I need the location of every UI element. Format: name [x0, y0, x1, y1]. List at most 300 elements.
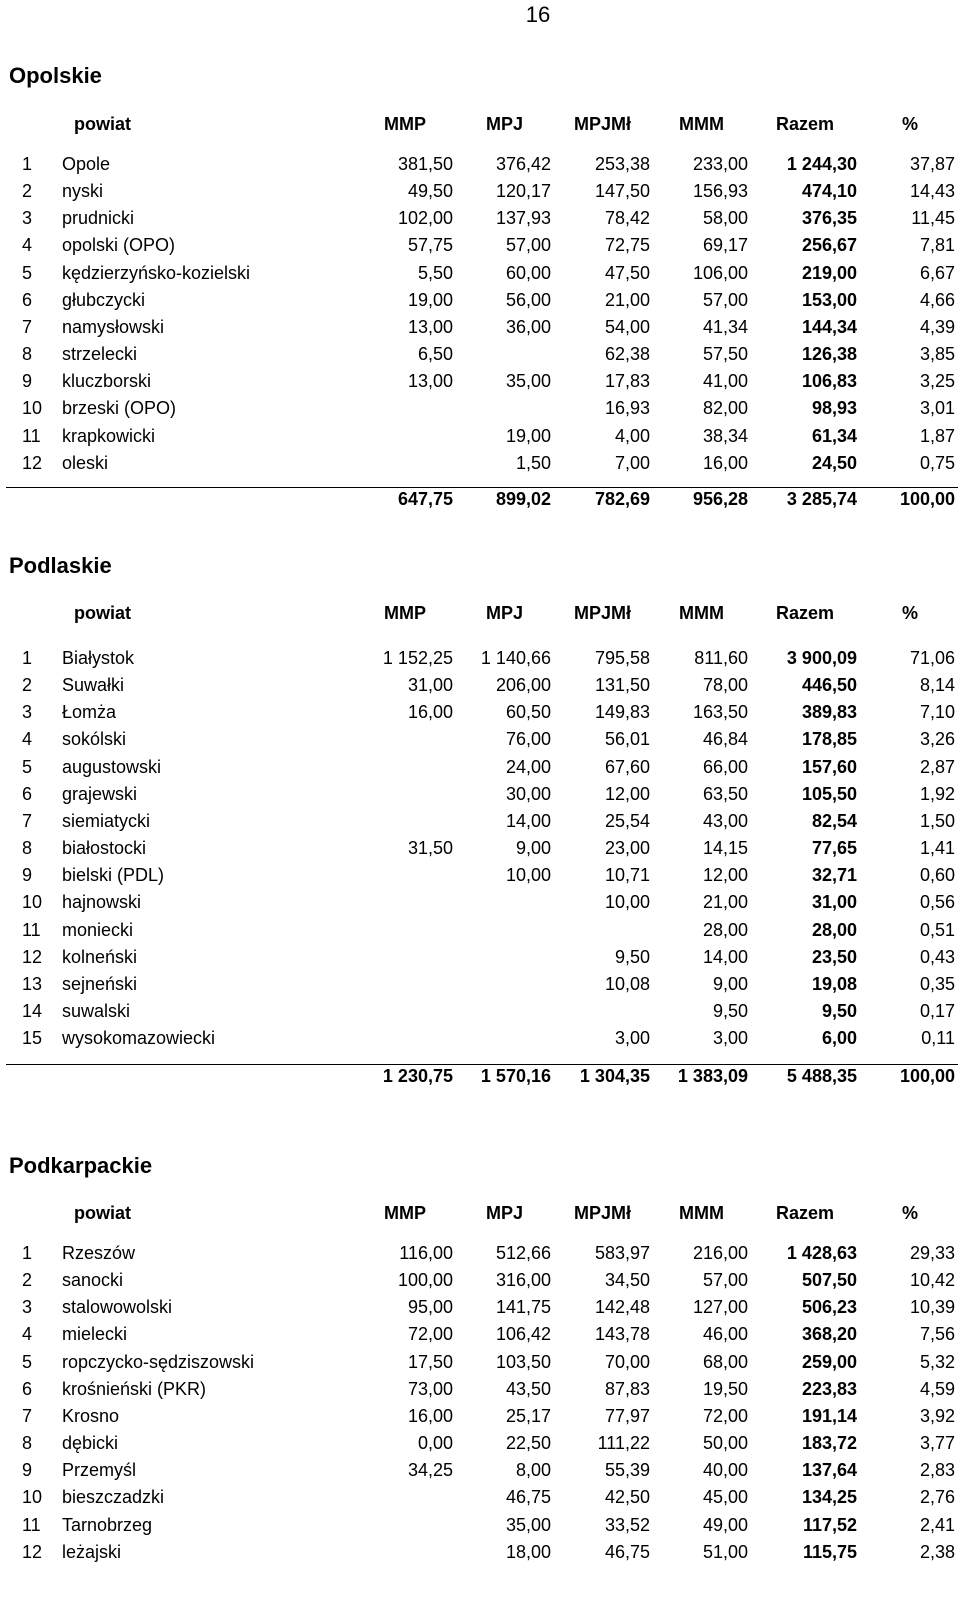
cell-razem: 6,00: [821, 1028, 857, 1049]
cell-mmm: 43,00: [702, 810, 748, 831]
header-powiat: powiat: [74, 114, 131, 134]
cell-percent: 1,41: [919, 838, 955, 859]
cell-razem: 191,14: [801, 1405, 857, 1426]
cell-mmp: 13,00: [407, 316, 453, 337]
cell-mpjm: 25,54: [604, 810, 650, 831]
cell-mpjm: 142,48: [594, 1297, 650, 1318]
powiat-name: oleski: [62, 452, 109, 473]
cell-mmm: 68,00: [702, 1351, 748, 1372]
cell-mmm: 14,15: [702, 838, 748, 859]
cell-mmp: 1 152,25: [382, 648, 453, 668]
total-percent: 100,00: [899, 1066, 955, 1086]
row-number: 15: [22, 1028, 43, 1049]
row-number: 1: [22, 154, 33, 174]
table-row: [0, 784, 960, 811]
total-mmm: 956,28: [692, 489, 748, 509]
table-header-row: [0, 114, 960, 141]
table-row: [0, 453, 960, 480]
cell-mpjm: 72,75: [604, 235, 650, 256]
cell-razem: 32,71: [811, 865, 857, 886]
cell-razem: 137,64: [801, 1460, 857, 1481]
cell-mpjm: 3,00: [614, 1028, 650, 1049]
header-percent: %: [902, 603, 919, 623]
cell-mpjm: 149,83: [594, 702, 650, 723]
cell-mmm: 78,00: [702, 675, 748, 696]
cell-mpj: 25,17: [505, 1405, 551, 1426]
cell-mmp: 57,75: [407, 235, 453, 256]
cell-mpjm: 9,50: [614, 946, 650, 967]
cell-mpj: 9,00: [515, 838, 551, 859]
cell-mpj: 10,00: [505, 865, 551, 886]
cell-razem: 474,10: [801, 181, 857, 202]
row-number: 2: [22, 181, 33, 202]
row-number: 11: [22, 1514, 41, 1535]
header-mpjm: MPJMł: [574, 603, 632, 623]
cell-mmm: 9,00: [712, 973, 748, 994]
table-row: [0, 865, 960, 892]
cell-razem: 256,67: [801, 235, 857, 256]
cell-mmm: 156,93: [692, 181, 748, 202]
cell-mmm: 40,00: [702, 1460, 748, 1481]
cell-percent: 0,60: [919, 865, 955, 886]
table-row: [0, 702, 960, 729]
cell-mmm: 14,00: [702, 946, 748, 967]
cell-mmm: 69,17: [702, 235, 748, 256]
table-row: [0, 426, 960, 453]
cell-percent: 3,01: [919, 398, 955, 419]
table-row: [0, 1243, 960, 1270]
cell-percent: 7,81: [919, 235, 955, 256]
cell-mpjm: 16,93: [604, 398, 650, 419]
header-percent: %: [902, 114, 919, 134]
cell-mpj: 60,00: [505, 262, 551, 283]
row-number: 13: [22, 973, 43, 994]
cell-mmm: 41,00: [702, 371, 748, 392]
cell-razem: 368,20: [801, 1324, 857, 1345]
header-mmm: MMM: [679, 603, 724, 623]
total-mmp: 1 230,75: [382, 1066, 453, 1086]
cell-mpjm: 583,97: [594, 1243, 650, 1263]
cell-razem: 61,34: [811, 425, 857, 446]
cell-mpj: 35,00: [505, 1514, 551, 1535]
cell-mmm: 58,00: [702, 208, 748, 229]
cell-percent: 11,45: [911, 208, 955, 229]
powiat-name: bieszczadzki: [62, 1487, 165, 1508]
cell-mpj: 137,93: [495, 208, 551, 229]
table-row: [0, 1487, 960, 1514]
row-number: 11: [22, 919, 41, 940]
cell-mpj: 30,00: [505, 783, 551, 804]
cell-mpj: 36,00: [505, 316, 551, 337]
cell-razem: 28,00: [811, 919, 857, 940]
cell-razem: 389,83: [801, 702, 857, 723]
cell-mmp: 116,00: [399, 1243, 453, 1263]
total-percent: 100,00: [899, 489, 955, 509]
table-row: [0, 1028, 960, 1055]
cell-mmm: 38,34: [702, 425, 748, 446]
cell-percent: 29,33: [909, 1243, 955, 1263]
powiat-name: strzelecki: [62, 344, 138, 365]
table-row: [0, 1324, 960, 1351]
cell-mmm: 51,00: [702, 1541, 748, 1562]
cell-razem: 1 244,30: [786, 154, 857, 174]
cell-mmm: 811,60: [694, 648, 748, 668]
cell-mpj: 46,75: [505, 1487, 551, 1508]
cell-percent: 0,51: [919, 919, 955, 940]
header-powiat: powiat: [74, 1203, 131, 1223]
header-mpjm: MPJMł: [574, 1203, 632, 1223]
cell-mmp: 16,00: [407, 1405, 453, 1426]
powiat-name: brzeski (OPO): [62, 398, 177, 419]
cell-mmp: 31,00: [407, 675, 453, 696]
cell-mmp: 17,50: [407, 1351, 453, 1372]
header-razem: Razem: [776, 603, 835, 623]
cell-razem: 82,54: [811, 810, 857, 831]
total-divider: [6, 1064, 958, 1065]
cell-razem: 259,00: [801, 1351, 857, 1372]
cell-mpj: 60,50: [505, 702, 551, 723]
cell-percent: 6,67: [919, 262, 955, 283]
cell-mmp: 381,50: [397, 154, 453, 174]
cell-razem: 24,50: [811, 452, 857, 473]
cell-percent: 10,42: [909, 1270, 955, 1291]
cell-razem: 446,50: [801, 675, 857, 696]
cell-mpj: 106,42: [495, 1324, 551, 1345]
row-number: 8: [22, 1433, 33, 1454]
powiat-name: Suwałki: [62, 675, 125, 696]
cell-mmp: 72,00: [407, 1324, 453, 1345]
cell-percent: 0,43: [919, 946, 955, 967]
cell-mmm: 19,50: [702, 1378, 748, 1399]
cell-mmm: 21,00: [702, 892, 748, 913]
cell-mpjm: 21,00: [604, 289, 650, 310]
row-number: 5: [22, 756, 33, 777]
cell-mpjm: 131,50: [594, 675, 650, 696]
total-row: [0, 1066, 960, 1093]
cell-mpjm: 77,97: [604, 1405, 650, 1426]
cell-percent: 1,92: [919, 783, 955, 804]
cell-mpj: 56,00: [505, 289, 551, 310]
powiat-name: krapkowicki: [62, 425, 156, 446]
cell-mmm: 63,50: [702, 783, 748, 804]
cell-percent: 5,32: [919, 1351, 955, 1372]
cell-mpjm: 147,50: [594, 181, 650, 202]
cell-mpj: 1,50: [515, 452, 551, 473]
cell-mpj: 141,75: [495, 1297, 551, 1318]
cell-percent: 2,38: [919, 1541, 955, 1562]
powiat-name: suwalski: [62, 1000, 131, 1021]
total-mpjm: 1 304,35: [579, 1066, 650, 1086]
header-mpj: MPJ: [486, 114, 524, 134]
row-number: 3: [22, 208, 33, 229]
cell-mpjm: 23,00: [604, 838, 650, 859]
cell-mpjm: 10,08: [604, 973, 650, 994]
header-mmm: MMM: [679, 1203, 724, 1223]
powiat-name: siemiatycki: [62, 810, 151, 831]
cell-mmm: 49,00: [702, 1514, 748, 1535]
header-mmm: MMM: [679, 114, 724, 134]
row-number: 9: [22, 865, 33, 886]
cell-mpj: 57,00: [505, 235, 551, 256]
cell-mpj: 512,66: [495, 1243, 551, 1263]
cell-mmp: 95,00: [407, 1297, 453, 1318]
total-razem: 5 488,35: [786, 1066, 857, 1086]
row-number: 9: [22, 371, 33, 392]
cell-razem: 126,38: [801, 344, 857, 365]
powiat-name: moniecki: [62, 919, 134, 940]
cell-mpjm: 34,50: [604, 1270, 650, 1291]
cell-percent: 71,06: [909, 648, 955, 668]
powiat-name: stalowowolski: [62, 1297, 173, 1318]
cell-percent: 3,85: [919, 344, 955, 365]
cell-mpj: 8,00: [515, 1460, 551, 1481]
table-header-row: [0, 1203, 960, 1230]
cell-percent: 10,39: [909, 1297, 955, 1318]
cell-razem: 134,25: [801, 1487, 857, 1508]
cell-mmp: 102,00: [397, 208, 453, 229]
cell-mmm: 16,00: [702, 452, 748, 473]
powiat-name: augustowski: [62, 756, 162, 777]
cell-razem: 183,72: [801, 1433, 857, 1454]
cell-mpj: 14,00: [505, 810, 551, 831]
cell-percent: 0,35: [919, 973, 955, 994]
powiat-name: grajewski: [62, 783, 138, 804]
cell-mpjm: 10,00: [604, 892, 650, 913]
table-row: [0, 811, 960, 838]
cell-percent: 2,41: [919, 1514, 955, 1535]
table-row: [0, 1433, 960, 1460]
cell-mmp: 73,00: [407, 1378, 453, 1399]
table-row: [0, 344, 960, 371]
cell-mmm: 57,50: [702, 344, 748, 365]
cell-razem: 105,50: [801, 783, 857, 804]
cell-percent: 3,25: [919, 371, 955, 392]
row-number: 7: [22, 316, 33, 337]
cell-razem: 23,50: [811, 946, 857, 967]
cell-mmp: 0,00: [417, 1433, 453, 1454]
cell-razem: 106,83: [801, 371, 857, 392]
cell-razem: 178,85: [801, 729, 857, 750]
cell-razem: 1 428,63: [786, 1243, 857, 1263]
table-row: [0, 838, 960, 865]
total-razem: 3 285,74: [786, 489, 857, 509]
cell-mmp: 16,00: [407, 702, 453, 723]
cell-razem: 3 900,09: [786, 648, 857, 668]
total-row: [0, 489, 960, 516]
cell-mmp: 49,50: [407, 181, 453, 202]
header-mpj: MPJ: [486, 603, 524, 623]
powiat-name: sanocki: [62, 1270, 124, 1291]
powiat-name: hajnowski: [62, 892, 142, 913]
table-row: [0, 1379, 960, 1406]
row-number: 1: [22, 1243, 33, 1263]
cell-mmm: 57,00: [702, 289, 748, 310]
cell-mmm: 72,00: [702, 1405, 748, 1426]
cell-razem: 507,50: [801, 1270, 857, 1291]
row-number: 4: [22, 729, 33, 750]
cell-mpj: 120,17: [495, 181, 551, 202]
cell-mpjm: 10,71: [604, 865, 650, 886]
row-number: 2: [22, 1270, 33, 1291]
cell-mmp: 6,50: [417, 344, 453, 365]
table-row: [0, 1460, 960, 1487]
cell-percent: 14,43: [909, 181, 955, 202]
cell-mpjm: 67,60: [604, 756, 650, 777]
cell-percent: 4,66: [919, 289, 955, 310]
table-row: [0, 398, 960, 425]
cell-razem: 115,75: [802, 1541, 857, 1562]
table-row: [0, 648, 960, 675]
cell-razem: 31,00: [811, 892, 857, 913]
cell-razem: 144,34: [801, 316, 857, 337]
row-number: 3: [22, 702, 33, 723]
cell-razem: 376,35: [801, 208, 857, 229]
row-number: 10: [22, 1487, 43, 1508]
cell-mpjm: 62,38: [604, 344, 650, 365]
cell-mmm: 12,00: [702, 865, 748, 886]
cell-mmm: 28,00: [702, 919, 748, 940]
row-number: 3: [22, 1297, 33, 1318]
powiat-name: opolski (OPO): [62, 235, 176, 256]
row-number: 11: [22, 425, 41, 446]
table-row: [0, 1270, 960, 1297]
header-mpj: MPJ: [486, 1203, 524, 1223]
powiat-name: mielecki: [62, 1324, 128, 1345]
powiat-name: kluczborski: [62, 371, 152, 392]
row-number: 6: [22, 1378, 33, 1399]
cell-razem: 98,93: [811, 398, 857, 419]
cell-mmm: 106,00: [692, 262, 748, 283]
powiat-name: Łomża: [62, 702, 117, 723]
table-row: [0, 1297, 960, 1324]
cell-mmm: 233,00: [692, 154, 748, 174]
row-number: 1: [22, 648, 33, 668]
header-mmp: MMP: [384, 114, 426, 134]
cell-percent: 2,87: [919, 756, 955, 777]
total-divider: [6, 487, 958, 488]
cell-mpjm: 33,52: [604, 1514, 650, 1535]
row-number: 4: [22, 235, 33, 256]
cell-mpjm: 54,00: [604, 316, 650, 337]
cell-mpjm: 4,00: [614, 425, 650, 446]
cell-mmm: 46,84: [702, 729, 748, 750]
table-row: [0, 1515, 960, 1542]
cell-percent: 37,87: [909, 154, 955, 174]
table-row: [0, 974, 960, 1001]
powiat-name: namysłowski: [62, 316, 165, 337]
cell-mpjm: 47,50: [604, 262, 650, 283]
cell-mpj: 43,50: [505, 1378, 551, 1399]
section-title: Opolskie: [9, 63, 102, 88]
cell-mpj: 35,00: [505, 371, 551, 392]
cell-mmm: 41,34: [702, 316, 748, 337]
powiat-name: ropczycko-sędziszowski: [62, 1351, 255, 1372]
powiat-name: sejneński: [62, 973, 138, 994]
powiat-name: bielski (PDL): [62, 865, 165, 886]
row-number: 6: [22, 783, 33, 804]
cell-mpj: 376,42: [495, 154, 551, 174]
cell-razem: 219,00: [801, 262, 857, 283]
powiat-name: sokólski: [62, 729, 127, 750]
cell-mmm: 66,00: [702, 756, 748, 777]
cell-percent: 3,26: [919, 729, 955, 750]
row-number: 12: [22, 946, 43, 967]
powiat-name: wysokomazowiecki: [62, 1028, 216, 1049]
row-number: 12: [22, 452, 43, 473]
header-powiat: powiat: [74, 603, 131, 623]
powiat-name: głubczycki: [62, 289, 146, 310]
powiat-name: krośnieński (PKR): [62, 1378, 207, 1399]
table-row: [0, 235, 960, 262]
powiat-name: Rzeszów: [62, 1243, 136, 1263]
cell-mpjm: 46,75: [604, 1541, 650, 1562]
cell-mpj: 76,00: [505, 729, 551, 750]
table-row: [0, 1542, 960, 1569]
total-mpj: 899,02: [495, 489, 551, 509]
cell-mmp: 100,00: [397, 1270, 453, 1291]
table-row: [0, 757, 960, 784]
cell-mpjm: 12,00: [604, 783, 650, 804]
cell-razem: 223,83: [801, 1378, 857, 1399]
row-number: 12: [22, 1541, 43, 1562]
row-number: 9: [22, 1460, 33, 1481]
table-row: [0, 208, 960, 235]
powiat-name: kędzierzyńsko-kozielski: [62, 262, 251, 283]
cell-mpj: 103,50: [495, 1351, 551, 1372]
cell-razem: 157,60: [801, 756, 857, 777]
cell-mpjm: 70,00: [604, 1351, 650, 1372]
row-number: 14: [22, 1000, 43, 1021]
cell-percent: 2,83: [919, 1460, 955, 1481]
table-row: [0, 290, 960, 317]
cell-razem: 9,50: [821, 1000, 857, 1021]
table-row: [0, 371, 960, 398]
cell-mpj: 22,50: [505, 1433, 551, 1454]
row-number: 8: [22, 838, 33, 859]
table-row: [0, 1406, 960, 1433]
cell-mmp: 5,50: [417, 262, 453, 283]
cell-mmm: 46,00: [702, 1324, 748, 1345]
cell-mpjm: 795,58: [594, 648, 650, 668]
table-row: [0, 154, 960, 181]
cell-mmp: 19,00: [407, 289, 453, 310]
cell-razem: 153,00: [801, 289, 857, 310]
cell-mpjm: 55,39: [604, 1460, 650, 1481]
row-number: 5: [22, 262, 33, 283]
row-number: 10: [22, 398, 43, 419]
cell-percent: 0,75: [919, 452, 955, 473]
cell-mpjm: 111,22: [597, 1433, 650, 1454]
cell-mpjm: 143,78: [594, 1324, 650, 1345]
cell-percent: 1,87: [919, 425, 955, 446]
total-mmp: 647,75: [397, 489, 453, 509]
section-title: Podlaskie: [9, 553, 112, 578]
cell-mpj: 1 140,66: [480, 648, 551, 668]
cell-mpjm: 42,50: [604, 1487, 650, 1508]
cell-mmm: 3,00: [712, 1028, 748, 1049]
header-mmp: MMP: [384, 603, 426, 623]
header-mpjm: MPJMł: [574, 114, 632, 134]
cell-mmm: 45,00: [702, 1487, 748, 1508]
powiat-name: Białystok: [62, 648, 135, 668]
powiat-name: prudnicki: [62, 208, 135, 229]
powiat-name: Przemyśl: [62, 1460, 137, 1481]
cell-mmp: 31,50: [407, 838, 453, 859]
powiat-name: nyski: [62, 181, 104, 202]
row-number: 2: [22, 675, 33, 696]
header-razem: Razem: [776, 1203, 835, 1223]
row-number: 7: [22, 1405, 33, 1426]
